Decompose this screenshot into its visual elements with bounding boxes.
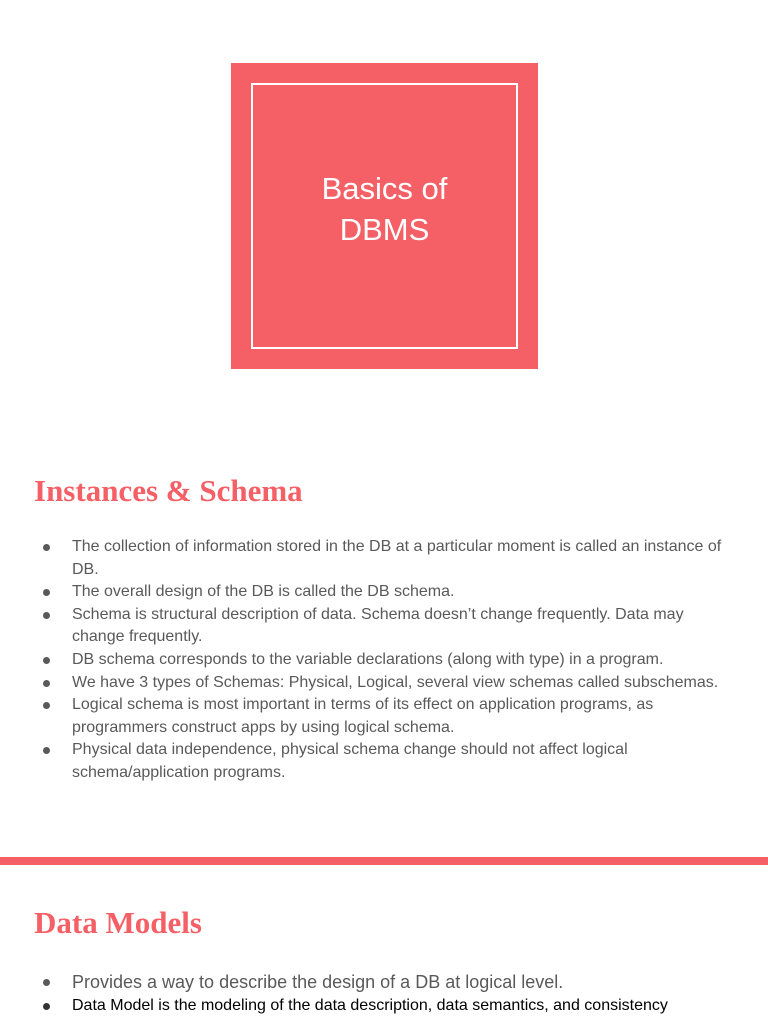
list-item: [0, 649, 740, 672]
section-title-instances-schema: Instances & Schema: [34, 473, 303, 508]
bullet-text: Provides a way to describe the design of a DB at logical level.: [72, 972, 564, 992]
list-item: [0, 995, 740, 1017]
bullet-text: Logical schema is most important in terms of its effect on application programs, as programmers construct apps by using logical schema.: [72, 696, 654, 736]
list-item: [0, 739, 740, 784]
bullet-icon: [43, 657, 50, 664]
cover-title: Basics of DBMS: [321, 171, 448, 247]
section-title-data-models: Data Models: [34, 905, 202, 940]
list-item: [0, 672, 740, 695]
bullet-list-data-models: [0, 969, 740, 1017]
bullet-icon: [43, 979, 50, 986]
bullet-text: Physical data independence, physical schema change should not affect logical schema/application programs.: [72, 741, 628, 781]
bullet-icon: [43, 612, 50, 619]
section-divider: [0, 857, 768, 865]
bullet-text: Schema is structural description of data. Schema doesn’t change frequently. Data may change frequently.: [72, 605, 684, 646]
bullet-text: We have 3 types of Schemas: Physical, Logical, several view schemas called subschemas.: [72, 673, 719, 691]
list-item: [0, 694, 740, 739]
bullet-text: DB schema corresponds to the variable declarations (along with type) in a program.: [72, 650, 664, 668]
bullet-icon: [43, 589, 50, 596]
bullet-text: Data Model is the modeling of the data description, data semantics, and consistency: [72, 997, 668, 1014]
cover-frame: [251, 83, 518, 349]
bullet-icon: [43, 1003, 50, 1010]
list-item: [0, 604, 740, 649]
bullet-icon: [43, 702, 50, 709]
cover-block: [231, 63, 538, 369]
bullet-icon: [43, 544, 50, 551]
bullet-icon: [43, 747, 50, 754]
bullet-icon: [43, 680, 50, 687]
list-item: [0, 969, 740, 995]
bullet-list-instances-schema: [0, 536, 740, 785]
bullet-text: The collection of information stored in the DB at a particular moment is called an instance of DB.: [72, 538, 722, 578]
bullet-text: The overall design of the DB is called the DB schema.: [72, 583, 455, 601]
list-item: [0, 536, 740, 581]
list-item: [0, 581, 740, 604]
